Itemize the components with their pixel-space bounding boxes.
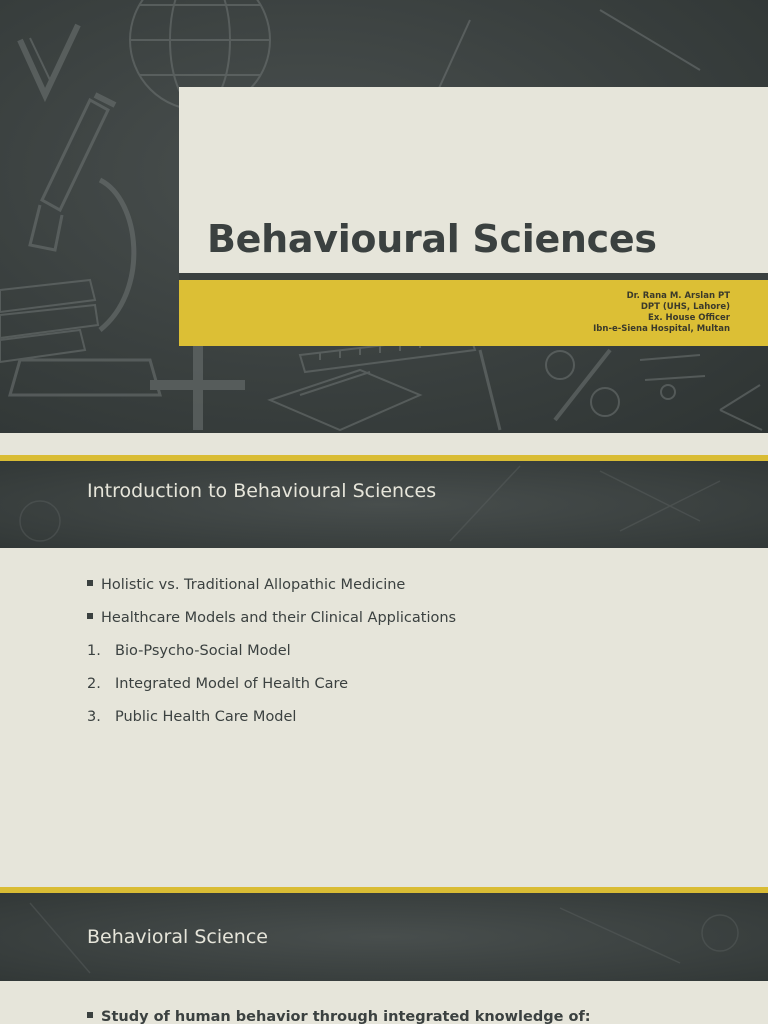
slide-separator (0, 433, 768, 455)
item-text: Integrated Model of Health Care (115, 676, 349, 692)
bullet-item (87, 577, 405, 593)
author-hospital: Ibn-e-Siena Hospital, Multan (593, 324, 730, 334)
title-divider (179, 273, 768, 280)
slide3-heading: Behavioral Science (87, 926, 268, 948)
author-degree: DPT (UHS, Lahore) (640, 302, 730, 312)
item-text: Public Health Care Model (115, 709, 297, 725)
bullet-icon (87, 580, 93, 586)
chalk-texture (0, 461, 768, 548)
item-number: 2. (87, 676, 101, 692)
slide2-header-band (0, 461, 768, 548)
numbered-item (87, 709, 296, 725)
author-position: Ex. House Officer (648, 313, 730, 323)
item-number: 1. (87, 643, 101, 659)
item-number: 3. (87, 709, 101, 725)
bullet-item (87, 1009, 591, 1024)
numbered-item (87, 643, 291, 659)
numbered-item (87, 676, 348, 692)
slide3-content (0, 981, 768, 1024)
bullet-icon (87, 1012, 93, 1018)
bullet-icon (87, 613, 93, 619)
slide2-content (0, 548, 768, 887)
item-text: Bio-Psycho-Social Model (115, 643, 291, 659)
bullet-text: Holistic vs. Traditional Allopathic Medicine (101, 577, 406, 593)
bullet-item (87, 610, 456, 626)
author-name: Dr. Rana M. Arslan PT (626, 291, 730, 301)
title-panel (179, 87, 768, 273)
presentation-title: Behavioural Sciences (207, 217, 657, 261)
slide2-heading: Introduction to Behavioural Sciences (87, 480, 437, 502)
bullet-text: Healthcare Models and their Clinical Applications (101, 610, 457, 626)
slide3-header-band (0, 893, 768, 981)
title-slide (0, 0, 768, 433)
bullet-text: Study of human behavior through integrated knowledge of: (101, 1009, 591, 1024)
author-panel (179, 280, 768, 346)
author-info (593, 291, 730, 335)
